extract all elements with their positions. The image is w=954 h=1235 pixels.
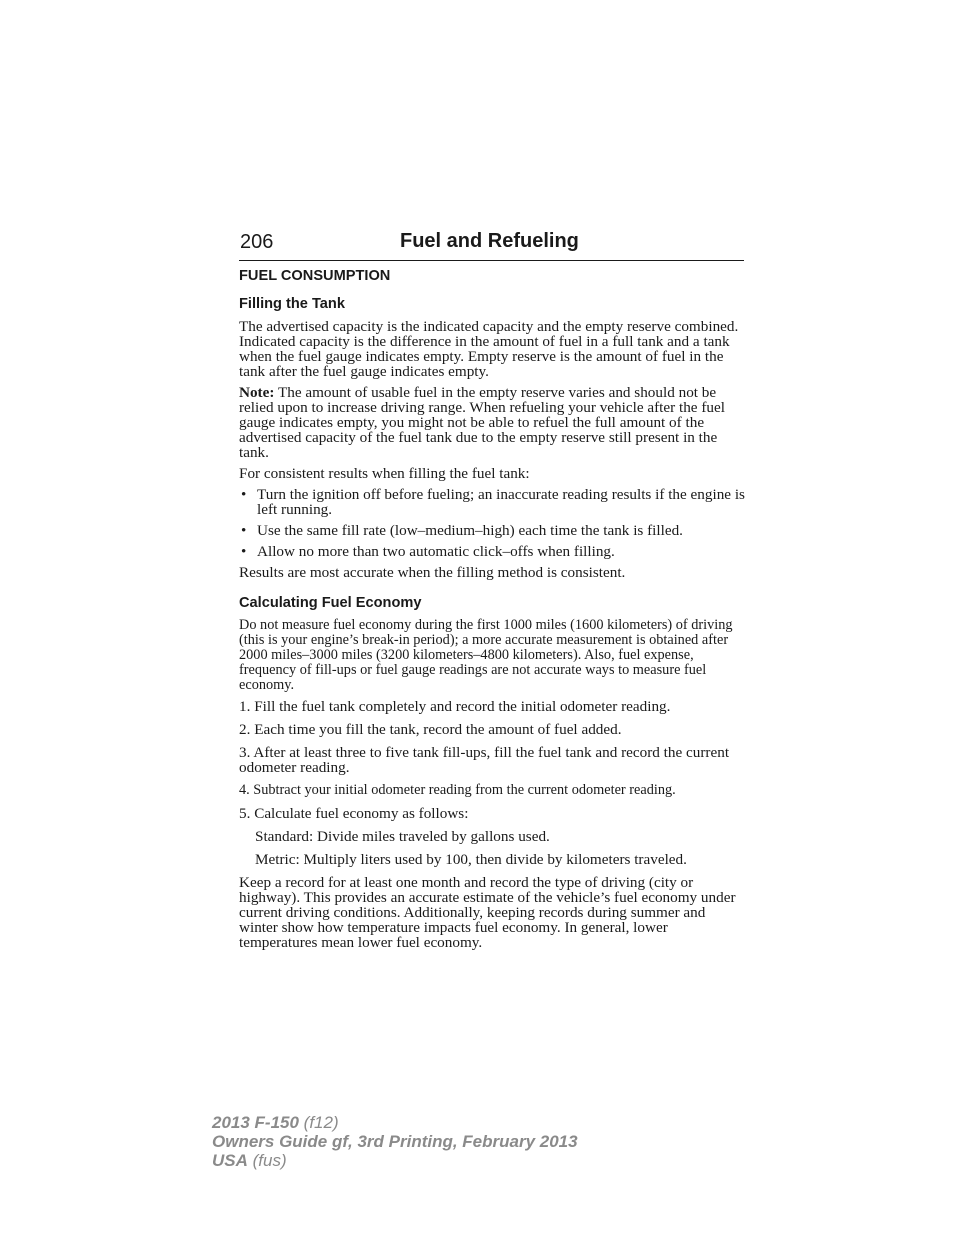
step-1: 1. Fill the fuel tank completely and record the initial odometer reading. [239, 698, 671, 715]
subsection-title-calculating: Calculating Fuel Economy [239, 595, 422, 611]
bullet-list [239, 487, 745, 559]
list-item: • Allow no more than two automatic click–offs when filling. [239, 544, 745, 559]
list-item: • Turn the ignition off before fueling; an inaccurate reading results if the engine is left running. [239, 487, 745, 517]
list-item: • Use the same fill rate (low–medium–high) each time the tank is filled. [239, 523, 745, 538]
note-text: The amount of usable fuel in the empty reserve varies and should not be relied upon to increase driving range. When refueling your vehicle after the fuel gauge indicates empty, you might not be able to refuel the full amount of the advertised capacity of the fuel tank due to the empty reserve still present in the tank. [239, 384, 725, 461]
subsection-title-filling: Filling the Tank [239, 296, 345, 312]
paragraph-record: Keep a record for at least one month and record the type of driving (city or highway). This provides an accurate estimate of the vehicle’s fuel economy under current driving conditions. Additionally, keeping records during summer and winter show how temperature impacts fuel economy. In general, lower temperatures mean lower fuel economy. [239, 874, 736, 951]
paragraph-capacity: The advertised capacity is the indicated capacity and the empty reserve combined. Indicated capacity is the difference in the amount of fuel in a full tank and a tank when the fuel gauge indicates empty. Empty reserve is the amount of fuel in the tank after the fuel gauge indicates empty. [239, 318, 739, 380]
footer-line-region [212, 1151, 578, 1170]
paragraph-break-in: Do not measure fuel economy during the first 1000 miles (1600 kilometers) of driving (this is your engine’s break-in period); a more accurate measurement is obtained after 2000 miles–3000 miles (3200 kilometers–4800 kilometers). Also, fuel expense, frequency of fill-ups or fuel gauge readings are not accurate ways to measure fuel economy. [239, 617, 733, 693]
footer-guide: Owners Guide gf, 3rd Printing, February 2013 [212, 1132, 578, 1151]
page-footer [212, 1113, 578, 1170]
standard-formula: Standard: Divide miles traveled by gallons used. [255, 828, 550, 845]
page-number: 206 [240, 231, 274, 253]
footer-line-model [212, 1113, 578, 1132]
step-2: 2. Each time you fill the tank, record the amount of fuel added. [239, 721, 622, 738]
page-header [239, 228, 744, 261]
footer-model: 2013 F-150 [212, 1113, 299, 1132]
note-paragraph [239, 385, 745, 460]
footer-model-code: (f12) [298, 1113, 339, 1132]
page-content [239, 266, 745, 956]
note-label: Note: [239, 384, 275, 401]
paragraph-intro: For consistent results when filling the fuel tank: [239, 465, 530, 482]
step-5: 5. Calculate fuel economy as follows: [239, 805, 469, 822]
footer-line-guide [212, 1132, 578, 1151]
chapter-title: Fuel and Refueling [400, 230, 579, 252]
section-title: FUEL CONSUMPTION [239, 268, 391, 284]
footer-region-code: (fus) [247, 1151, 287, 1170]
paragraph-results: Results are most accurate when the filling method is consistent. [239, 564, 626, 581]
footer-region: USA [212, 1151, 248, 1170]
step-4: 4. Subtract your initial odometer reading from the current odometer reading. [239, 782, 676, 798]
metric-formula: Metric: Multiply liters used by 100, then divide by kilometers traveled. [255, 851, 687, 868]
step-3: 3. After at least three to five tank fill-ups, fill the fuel tank and record the current odometer reading. [239, 744, 730, 776]
